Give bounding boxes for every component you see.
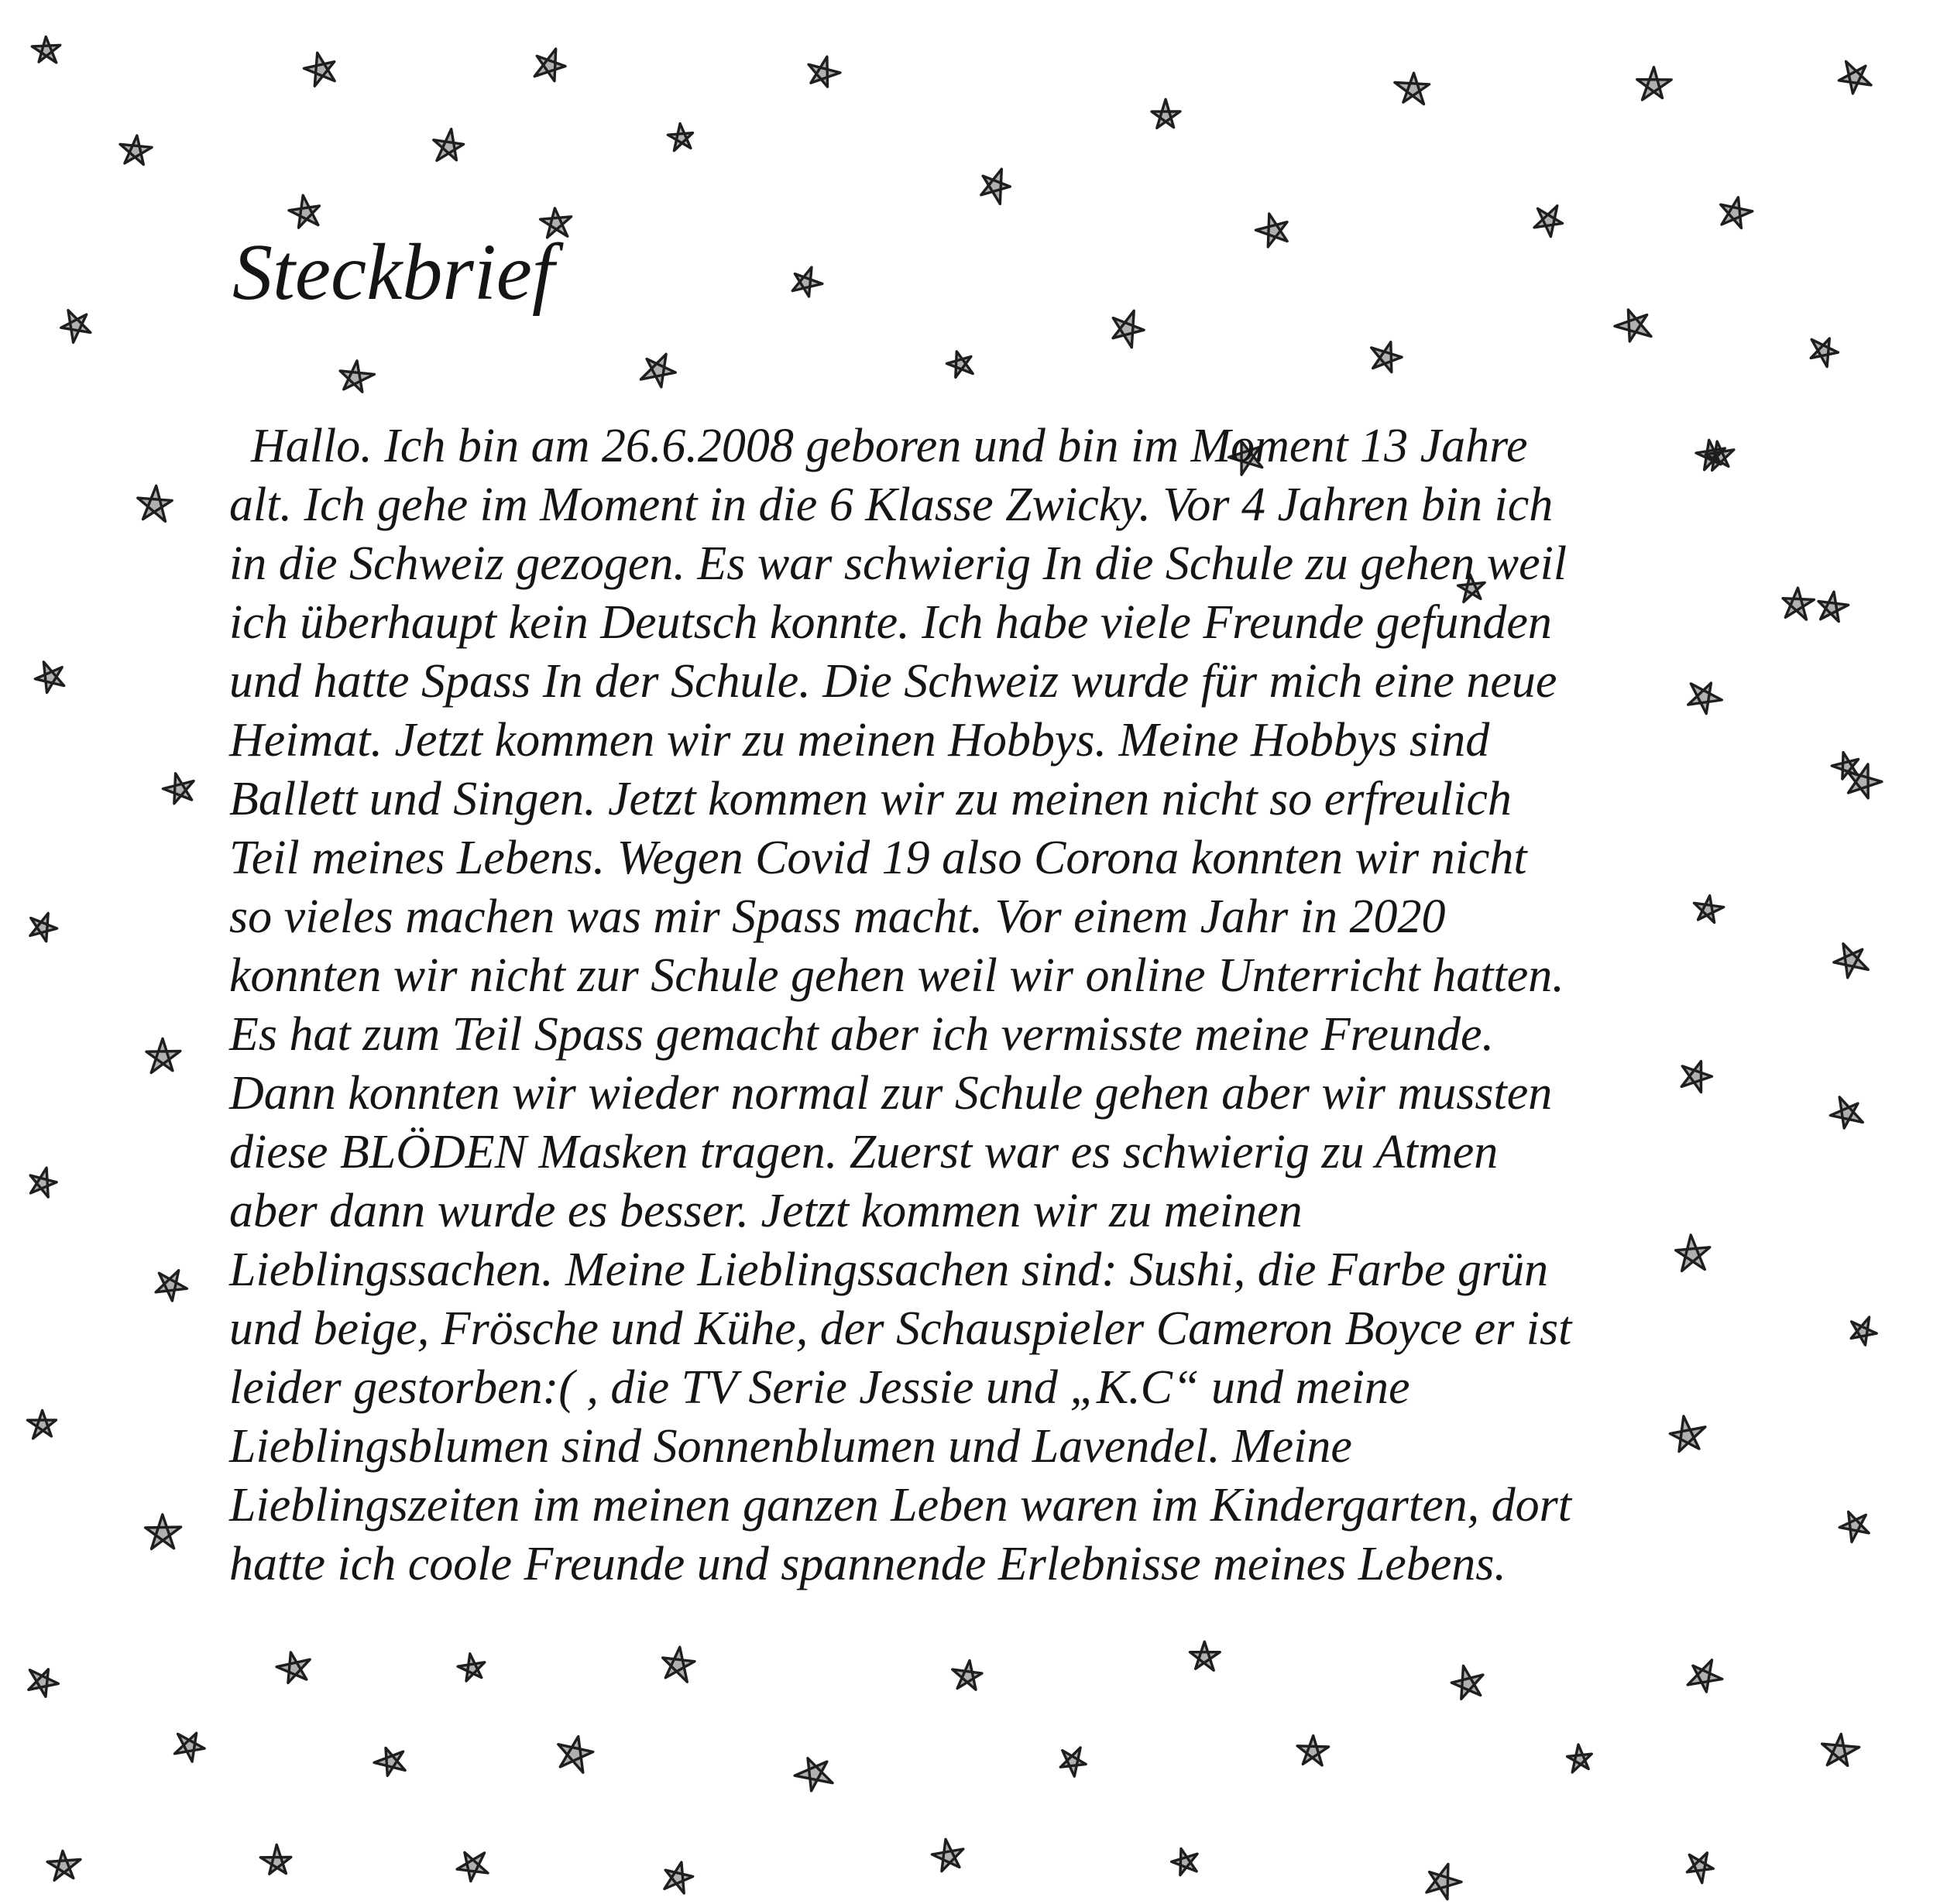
hand-drawn-star-icon bbox=[1567, 1744, 1592, 1772]
hand-drawn-star-icon bbox=[146, 1515, 181, 1549]
text-line: ich überhaupt kein Deutsch konnte. Ich habe viele Freunde gefunden bbox=[229, 596, 1552, 649]
hand-drawn-star-icon bbox=[32, 36, 60, 62]
hand-drawn-star-icon bbox=[1297, 1736, 1328, 1765]
text-line: alt. Ich gehe im Moment in die 6 Klasse Zwicky. Vor 4 Jahren bin ich bbox=[229, 479, 1554, 531]
hand-drawn-star-icon bbox=[1688, 1660, 1722, 1692]
hand-drawn-star-icon bbox=[434, 129, 464, 161]
hand-drawn-star-icon bbox=[30, 1168, 57, 1197]
hand-drawn-star-icon bbox=[1721, 197, 1753, 228]
hand-drawn-star-icon bbox=[932, 1839, 963, 1871]
hand-drawn-star-icon bbox=[30, 913, 57, 941]
hand-drawn-star-icon bbox=[953, 1661, 982, 1690]
hand-drawn-star-icon bbox=[1839, 1512, 1869, 1542]
text-line: Dann konnten wir wieder normal zur Schule gehen aber wir mussten bbox=[229, 1067, 1553, 1120]
hand-drawn-star-icon bbox=[276, 1652, 310, 1683]
hand-drawn-star-icon bbox=[289, 195, 319, 228]
hand-drawn-star-icon bbox=[458, 1654, 485, 1681]
hand-drawn-star-icon bbox=[1372, 342, 1402, 372]
hand-drawn-star-icon bbox=[29, 1669, 59, 1696]
hand-drawn-star-icon bbox=[1113, 310, 1144, 347]
document-title: Steckbrief bbox=[232, 228, 555, 317]
hand-drawn-star-icon bbox=[28, 1411, 57, 1439]
hand-drawn-star-icon bbox=[1255, 214, 1287, 247]
hand-drawn-star-icon bbox=[795, 1758, 833, 1791]
hand-drawn-star-icon bbox=[792, 267, 822, 297]
text-line: Hallo. Ich bin am 26.6.2008 geboren und bin im Moment 13 Jahre bbox=[251, 420, 1528, 472]
hand-drawn-star-icon bbox=[1172, 1849, 1197, 1875]
hand-drawn-star-icon bbox=[1851, 1317, 1876, 1345]
hand-drawn-star-icon bbox=[260, 1844, 291, 1874]
text-line: diese BLÖDEN Masken tragen. Zuerst war es schwierig zu Atmen bbox=[229, 1126, 1499, 1178]
hand-drawn-star-icon bbox=[35, 662, 64, 693]
text-line: Lieblingszeiten im meinen ganzen Leben waren im Kindergarten, dort bbox=[229, 1479, 1571, 1532]
hand-drawn-star-icon bbox=[981, 169, 1011, 204]
hand-drawn-star-icon bbox=[668, 124, 692, 151]
hand-drawn-star-icon bbox=[304, 53, 335, 86]
hand-drawn-star-icon bbox=[340, 361, 374, 392]
hand-drawn-star-icon bbox=[47, 1851, 81, 1880]
hand-drawn-star-icon bbox=[156, 1271, 187, 1301]
hand-drawn-star-icon bbox=[1451, 1666, 1483, 1699]
hand-drawn-star-icon bbox=[163, 774, 194, 804]
document-body bbox=[229, 417, 1701, 1594]
hand-drawn-star-icon bbox=[1830, 1097, 1863, 1128]
hand-drawn-star-icon bbox=[146, 1038, 180, 1072]
text-line: hatte ich coole Freunde und spannende Erlebnisse meines Lebens. bbox=[229, 1538, 1506, 1590]
text-line: konnten wir nicht zur Schule gehen weil wir online Unterricht hatten. bbox=[229, 949, 1564, 1002]
hand-drawn-star-icon bbox=[1427, 1864, 1461, 1899]
hand-drawn-star-icon bbox=[1687, 1853, 1713, 1883]
hand-drawn-star-icon bbox=[558, 1737, 593, 1773]
hand-drawn-star-icon bbox=[374, 1748, 405, 1775]
hand-drawn-star-icon bbox=[1822, 1734, 1859, 1765]
text-line: Ballett und Singen. Jetzt kommen wir zu meinen nicht so erfreulich bbox=[229, 773, 1512, 825]
text-line: Teil meines Lebens. Wegen Covid 19 also Corona konnten wir nicht bbox=[229, 832, 1527, 884]
hand-drawn-star-icon bbox=[1818, 592, 1849, 621]
hand-drawn-star-icon bbox=[1783, 588, 1814, 619]
hand-drawn-star-icon bbox=[664, 1862, 693, 1893]
hand-drawn-star-icon bbox=[1834, 944, 1869, 978]
text-line: Es hat zum Teil Spass gemacht aber ich vermisste meine Freunde. bbox=[229, 1008, 1495, 1061]
text-line: Heimat. Jetzt kommen wir zu meinen Hobbys. Meine Hobbys sind bbox=[229, 714, 1490, 767]
text-line: aber dann wurde es besser. Jetzt kommen wir zu meinen bbox=[229, 1185, 1303, 1237]
hand-drawn-star-icon bbox=[640, 354, 675, 387]
hand-drawn-star-icon bbox=[1534, 206, 1563, 237]
hand-drawn-star-icon bbox=[1152, 99, 1180, 128]
hand-drawn-star-icon bbox=[457, 1852, 488, 1881]
hand-drawn-star-icon bbox=[175, 1733, 205, 1762]
hand-drawn-star-icon bbox=[534, 49, 565, 81]
text-line: Lieblingssachen. Meine Lieblingssachen sind: Sushi, die Farbe grün bbox=[229, 1244, 1549, 1296]
text-line: und beige, Frösche und Kühe, der Schauspieler Cameron Boyce er ist bbox=[229, 1302, 1572, 1355]
hand-drawn-star-icon bbox=[1839, 61, 1871, 94]
text-line: leider gestorben:( , die TV Serie Jessie und „K.C“ und meine bbox=[229, 1361, 1410, 1414]
hand-drawn-star-icon bbox=[809, 57, 840, 87]
hand-drawn-star-icon bbox=[120, 136, 152, 165]
hand-drawn-star-icon bbox=[1190, 1642, 1221, 1670]
hand-drawn-star-icon bbox=[1060, 1748, 1086, 1776]
hand-drawn-star-icon bbox=[1615, 310, 1651, 341]
text-line: Lieblingsblumen sind Sonnenblumen und Lavendel. Meine bbox=[229, 1420, 1352, 1473]
hand-drawn-star-icon bbox=[1395, 73, 1430, 104]
text-line: so vieles machen was mir Spass macht. Vor einem Jahr in 2020 bbox=[229, 890, 1446, 943]
hand-drawn-star-icon bbox=[947, 352, 973, 377]
text-line: und hatte Spass In der Schule. Die Schweiz wurde für mich eine neue bbox=[229, 655, 1557, 708]
hand-drawn-star-icon bbox=[138, 485, 172, 521]
hand-drawn-star-icon bbox=[663, 1647, 695, 1682]
hand-drawn-star-icon bbox=[1811, 338, 1838, 367]
text-line: in die Schweiz gezogen. Es war schwierig In die Schule zu gehen weil bbox=[229, 537, 1567, 590]
hand-drawn-star-icon bbox=[61, 310, 91, 343]
hand-drawn-star-icon bbox=[1637, 67, 1671, 100]
